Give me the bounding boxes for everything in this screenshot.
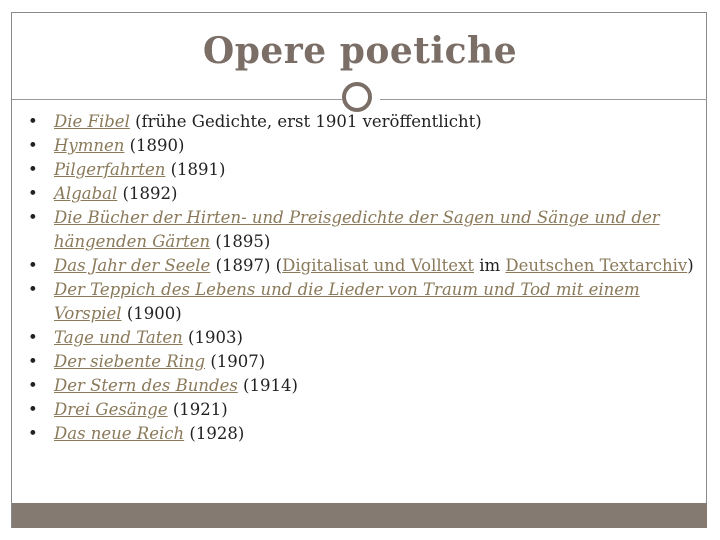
list-item	[28, 182, 698, 206]
bullet-icon: •	[28, 328, 38, 347]
list-item	[28, 326, 698, 350]
circle-ornament-icon	[342, 82, 372, 112]
textarchiv-link[interactable]: Deutschen Textarchiv	[505, 256, 688, 275]
work-detail: (1895)	[210, 232, 271, 251]
work-link-teppich[interactable]: Der Teppich des Lebens und die Lieder von Traum und Tod mit einem Vorspiel	[54, 280, 640, 323]
bullet-icon: •	[28, 160, 38, 179]
work-link-algabal[interactable]: Algabal	[54, 184, 118, 203]
title-rule-right	[380, 99, 707, 100]
bullet-icon: •	[28, 208, 38, 227]
work-detail: (1891)	[165, 160, 226, 179]
work-link-tage-und-taten[interactable]: Tage und Taten	[54, 328, 183, 347]
list-item	[28, 374, 698, 398]
bullet-icon: •	[28, 424, 38, 443]
bullet-icon: •	[28, 352, 38, 371]
work-detail: (1892)	[117, 184, 178, 203]
list-item	[28, 158, 698, 182]
bullet-icon: •	[28, 376, 38, 395]
list-item	[28, 110, 698, 134]
work-link-buecher[interactable]: Die Bücher der Hirten- und Preisgedichte der Sagen und Sänge und der hängenden Gärten	[54, 208, 660, 251]
work-detail: (1897) (	[210, 256, 283, 275]
work-detail: (1928)	[184, 424, 245, 443]
bullet-icon: •	[28, 112, 38, 131]
work-detail: (1903)	[182, 328, 243, 347]
list-item	[28, 422, 698, 446]
bullet-icon: •	[28, 136, 38, 155]
slide-title: Opere poetiche	[202, 30, 518, 72]
work-detail: (1890)	[124, 136, 185, 155]
list-item	[28, 206, 698, 254]
work-link-drei-gesaenge[interactable]: Drei Gesänge	[54, 400, 168, 419]
works-list	[28, 110, 698, 446]
list-item	[28, 398, 698, 422]
bullet-icon: •	[28, 184, 38, 203]
work-detail-mid: im	[473, 256, 506, 275]
work-link-hymnen[interactable]: Hymnen	[54, 136, 125, 155]
work-link-jahr-der-seele[interactable]: Das Jahr der Seele	[54, 256, 211, 275]
work-link-stern-des-bundes[interactable]: Der Stern des Bundes	[54, 376, 238, 395]
bullet-icon: •	[28, 280, 38, 299]
work-link-pilgerfahrten[interactable]: Pilgerfahrten	[54, 160, 166, 179]
title-rule-left	[12, 99, 342, 100]
work-detail: (frühe Gedichte, erst 1901 veröffentlicht)	[129, 112, 482, 131]
work-detail: (1914)	[237, 376, 298, 395]
list-item	[28, 350, 698, 374]
list-item	[28, 278, 698, 326]
work-detail-tail: )	[687, 256, 694, 275]
work-link-neue-reich[interactable]: Das neue Reich	[54, 424, 185, 443]
work-detail: (1907)	[205, 352, 266, 371]
bullet-icon: •	[28, 400, 38, 419]
footer-bar	[12, 503, 707, 528]
work-detail: (1900)	[121, 304, 182, 323]
list-item	[28, 254, 698, 278]
list-item	[28, 134, 698, 158]
work-link-siebente-ring[interactable]: Der siebente Ring	[54, 352, 206, 371]
work-link-fibel[interactable]: Die Fibel	[54, 112, 130, 131]
digitalisat-link[interactable]: Digitalisat und Volltext	[282, 256, 474, 275]
work-detail: (1921)	[167, 400, 228, 419]
bullet-icon: •	[28, 256, 38, 275]
